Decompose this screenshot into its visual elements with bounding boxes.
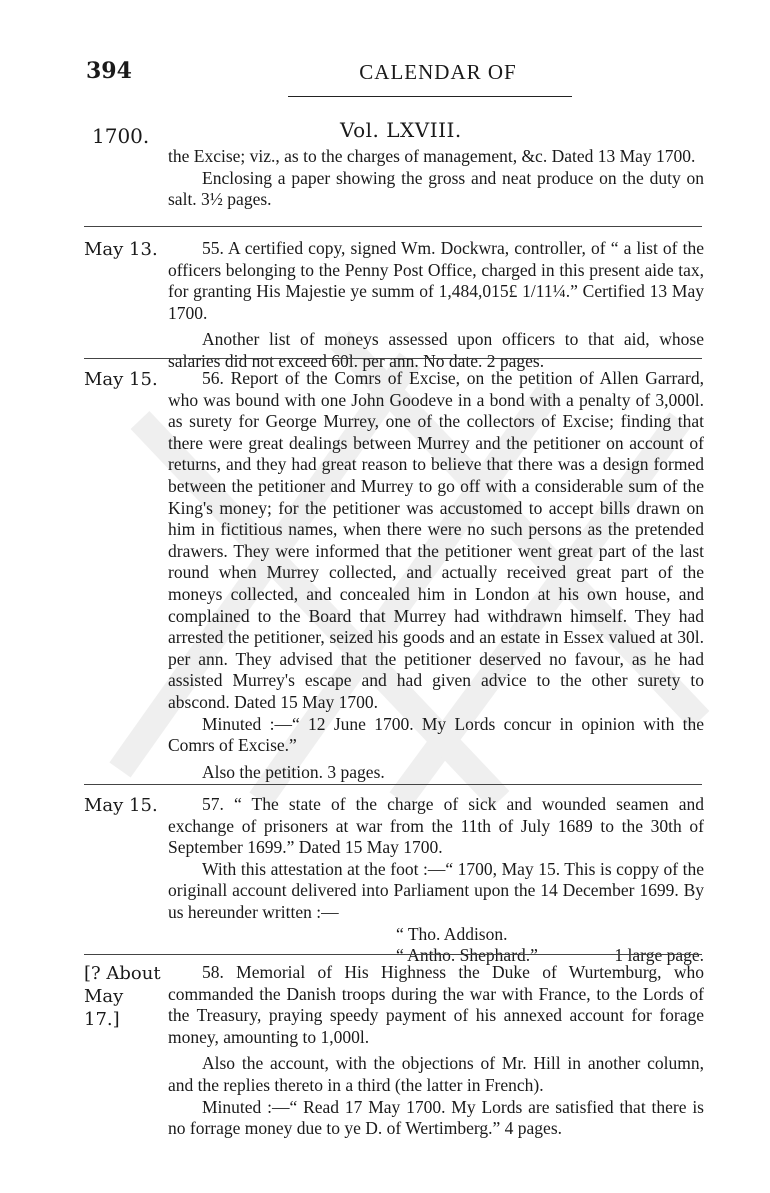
signature-line: “ Tho. Addison. xyxy=(396,923,508,944)
entry-text: With this attestation at the foot :—“ 1700, May 15. This is coppy of the originall account delivered into Parliament upon the 14 December 1699. By us hereunder written :— xyxy=(168,858,704,922)
entry-minute: Minuted :—“ Read 17 May 1700. My Lords are satisfied that there is no forrage money due to ye D. of Wertimberg.” 4 pages. xyxy=(168,1096,704,1139)
entry-minute: Minuted :—“ 12 June 1700. My Lords concur in opinion with the Comrs of Excise.” xyxy=(168,713,704,756)
entry-text: 56. Report of the Comrs of Excise, on the petition of Allen Garrard, who was bound with one John Goodeve in a bond with a penalty of 3,000l. as surety for George Murrey, one of the collectors of Excise; finding that there were great dealings between Murrey and the petitioner on account of returns, and they had great reason to believe that there was a design formed between the petitioner and Murrey to go off with a considerable sum of the King's money; for the petitioner was accustomed to accept bills drawn on him in fictitious names, when there were no such persons as the pretended drawers. They were informed that the petitioner went great part of the last round when Murrey collected, and actually received great part of the moneys collected, and concealed him in London at his own house, and complained to the Board that Murrey had withdrawn himself. They had arrested the petitioner, seized his goods and an estate in Essex valued at 30l. per ann. They advised that the petitioner deserved no favour, as he had assisted Murrey's escape and had given advice to the other surety to abscond. Dated 15 May 1700. xyxy=(168,368,704,712)
volume-label: Vol. LXVIII. xyxy=(340,118,462,142)
page-number: 394 xyxy=(86,58,132,84)
entry-text: Enclosing a paper showing the gross and neat produce on the duty on salt. 3½ pages. xyxy=(168,167,704,210)
entry-divider xyxy=(84,358,702,359)
entry-text: 58. Memorial of His Highness the Duke of Wurtemburg, who commanded the Danish troops during the war with France, to the Lords of the Treasury, praying speedy payment of his annexed account for forage money, amounting to 1,000l. xyxy=(168,962,704,1047)
year-label: 1700. xyxy=(92,124,150,148)
entry-57 xyxy=(168,794,704,967)
page-count: 1 large page. xyxy=(614,945,704,966)
entry-text: Also the petition. 3 pages. xyxy=(202,761,385,782)
entry-divider xyxy=(84,784,702,785)
header-rule xyxy=(288,96,572,97)
entry-text: Also the account, with the objections of Mr. Hill in another column, and the replies thereto in a third (the latter in French). xyxy=(168,1053,704,1095)
entry-58 xyxy=(168,962,704,1140)
entry-55 xyxy=(168,238,704,373)
entry-text: Another list of moneys assessed upon officers to that aid, whose salaries did not exceed 60l. per ann. No date. 2 pages. xyxy=(168,329,704,371)
signature-name: “ Antho. Shephard.” xyxy=(396,945,538,966)
entry-date: May 13. xyxy=(84,239,158,260)
entry-continuation xyxy=(168,146,704,211)
entry-date: May 15. xyxy=(84,369,158,390)
entry-56 xyxy=(168,368,704,783)
entry-text: the Excise; viz., as to the charges of management, &c. Dated 13 May 1700. xyxy=(168,146,696,166)
entry-text: 57. “ The state of the charge of sick and wounded seamen and exchange of prisoners at war from the 11th of July 1689 to the 30th of September 1699.” Dated 15 May 1700. xyxy=(168,794,704,858)
entry-text: 55. A certified copy, signed Wm. Dockwra, controller, of “ a list of the officers belonging to the Penny Post Office, charged in this present aide tax, for granting His Majestie ye summ of 1,484,015£ 1/11¼.” Certified 13 May 1700. xyxy=(168,238,704,323)
entry-date: May 15. xyxy=(84,795,158,816)
entry-date: [? About May 17.] xyxy=(84,963,161,1030)
running-title: CALENDAR OF xyxy=(359,60,517,84)
entry-divider xyxy=(84,226,702,227)
entry-divider xyxy=(84,954,702,955)
